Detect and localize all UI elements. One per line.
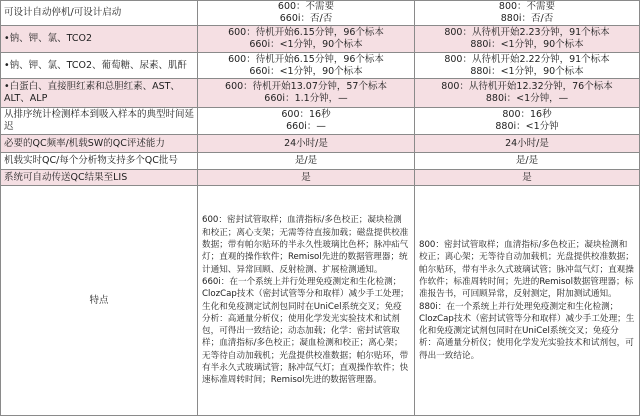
row-label: 从排序统计检测样本到吸入样本的典型时间延迟	[1, 108, 198, 135]
cell-line: 660i：否/否	[279, 13, 333, 24]
table-row	[1, 135, 640, 153]
model-800-cell: 是	[415, 170, 640, 186]
table-row	[1, 53, 640, 79]
model-800-cell	[415, 53, 640, 79]
model-600-cell	[198, 79, 415, 108]
model-800-cell	[415, 108, 640, 135]
table-row	[1, 26, 640, 53]
model-800-features	[415, 186, 640, 416]
table-row	[1, 108, 640, 135]
cell-line: 800：16秒	[502, 109, 552, 120]
cell-line: 660i：<1分钟，90个标本	[249, 65, 363, 77]
cell-line: 880i：<1分钟，90个标本	[470, 65, 584, 77]
model-600-cell	[198, 1, 415, 26]
feature-paragraph: 600：密封试管取样；血清指标/多色校正；凝块检测和校正；离心支架；无需等待直接加载；磁盘提供校准数据；带有帕尔贴环的半永久性玻璃比色杯；脉冲疝气灯；直观的操作软件；Remisol先进的数据管理器；统计通知、异常回顾、反射检测、扩展检测通知。	[202, 215, 409, 275]
cell-line: 660i：—	[286, 121, 326, 132]
cell-line: 800：从待机开始12.32分钟，76个标本	[441, 81, 613, 92]
features-label: 特点	[1, 186, 198, 416]
cell-line: 660i：<1分钟，90个标本	[249, 39, 363, 50]
cell-line: 600：待机开始13.07分钟，57个标本	[225, 81, 387, 92]
model-600-cell: 是	[198, 170, 415, 186]
row-label: •钠、钾、氯、TCO2	[1, 26, 198, 53]
cell-line: 800：不需要	[498, 1, 556, 12]
cell-line: 600：16秒	[281, 109, 331, 120]
feature-paragraph: 800：密封试管取样；血清指标/多色校正；凝块检测和校正；离心架；无等待自动加载机；光盘提供校准数据；帕尔贴环，带有半永久式玻璃试管；脉冲氙气灯；直观操作软件；标准周转时间；先进的Remisol数据管理器；标准报告书，可回顾异常，反射测定，附加测试通知。	[419, 240, 634, 300]
cell-line: 600：待机开始6.15分钟，96个标本	[228, 27, 384, 38]
feature-paragraph: 880i：在一个系统上并行处理免疫测定和生化检测；ClozCap技术（密封试管等分和取样）减少手工处理；生化和免疫测定试剂包同时在UniCel系统交叉；免疫分析：高通量分析仪；使用化学发光实验技术和试剂包，可得出一致结论。	[419, 301, 635, 361]
model-800-cell	[415, 26, 640, 53]
cell-line: 800：从待机开始2.23分钟，91个标本	[444, 27, 610, 38]
model-600-cell: 24小时/是	[198, 135, 415, 153]
table-row	[1, 1, 640, 26]
model-800-cell: 是/是	[415, 153, 640, 170]
cell-line: 880i：<1分钟，—	[485, 93, 569, 104]
feature-paragraph: 660i：在一个系统上并行处理免疫测定和生化检测；ClozCap技术（密封试管等分和取样）减少手工处理；生化和免疫测定试剂包同时在UniCel系统交叉；免疫分析：高通量分析仪；使用化学发光实验技术和试剂包，可得出一致结论；动态加载；化学：密封试管取样；血清指标/多色校正；凝血检测和校正；离心架；无等待自动加载机；光盘提供校准数据；帕尔贴环，带有半永久式玻璃试管；脉冲氙气灯；直观操作软件；快速标准周转时间；Remisol先进的数据管理器。	[202, 276, 409, 386]
table-row	[1, 170, 640, 186]
cell-line: 880i：<1分钟	[495, 121, 559, 132]
model-800-cell	[415, 1, 640, 26]
cell-line: 880i：否/否	[500, 13, 554, 24]
model-800-cell: 24小时/是	[415, 135, 640, 153]
model-800-cell	[415, 79, 640, 108]
row-label: 机载实时QC/每个分析物支持多个QC批号	[1, 153, 198, 170]
cell-line: 600：不需要	[277, 1, 335, 12]
row-label: 可设计自动停机/可设计启动	[1, 1, 198, 26]
model-600-features	[198, 186, 415, 416]
cell-line: 880i：<1分钟，90个标本	[470, 39, 584, 50]
model-600-cell	[198, 26, 415, 53]
model-600-cell	[198, 53, 415, 79]
table-row	[1, 153, 640, 170]
cell-line: 600：待机开始6.15分钟，96个标本	[228, 53, 384, 65]
row-label: 系统可自动传送QC结果至LIS	[1, 170, 198, 186]
features-row	[1, 186, 640, 416]
row-label: •白蛋白、直接胆红素和总胆红素、AST、ALT、ALP	[1, 79, 198, 108]
row-label: 必要的QC频率/机载SW的QC评述能力	[1, 135, 198, 153]
row-label: •钠、钾、氯、TCO2、葡萄糖、尿素、肌酐	[1, 53, 198, 79]
table-row	[1, 79, 640, 108]
cell-line: 660i：1.1分钟，—	[264, 93, 348, 104]
model-600-cell: 是/是	[198, 153, 415, 170]
model-600-cell	[198, 108, 415, 135]
cell-line: 800：从待机开始2.22分钟，91个标本	[444, 53, 610, 65]
